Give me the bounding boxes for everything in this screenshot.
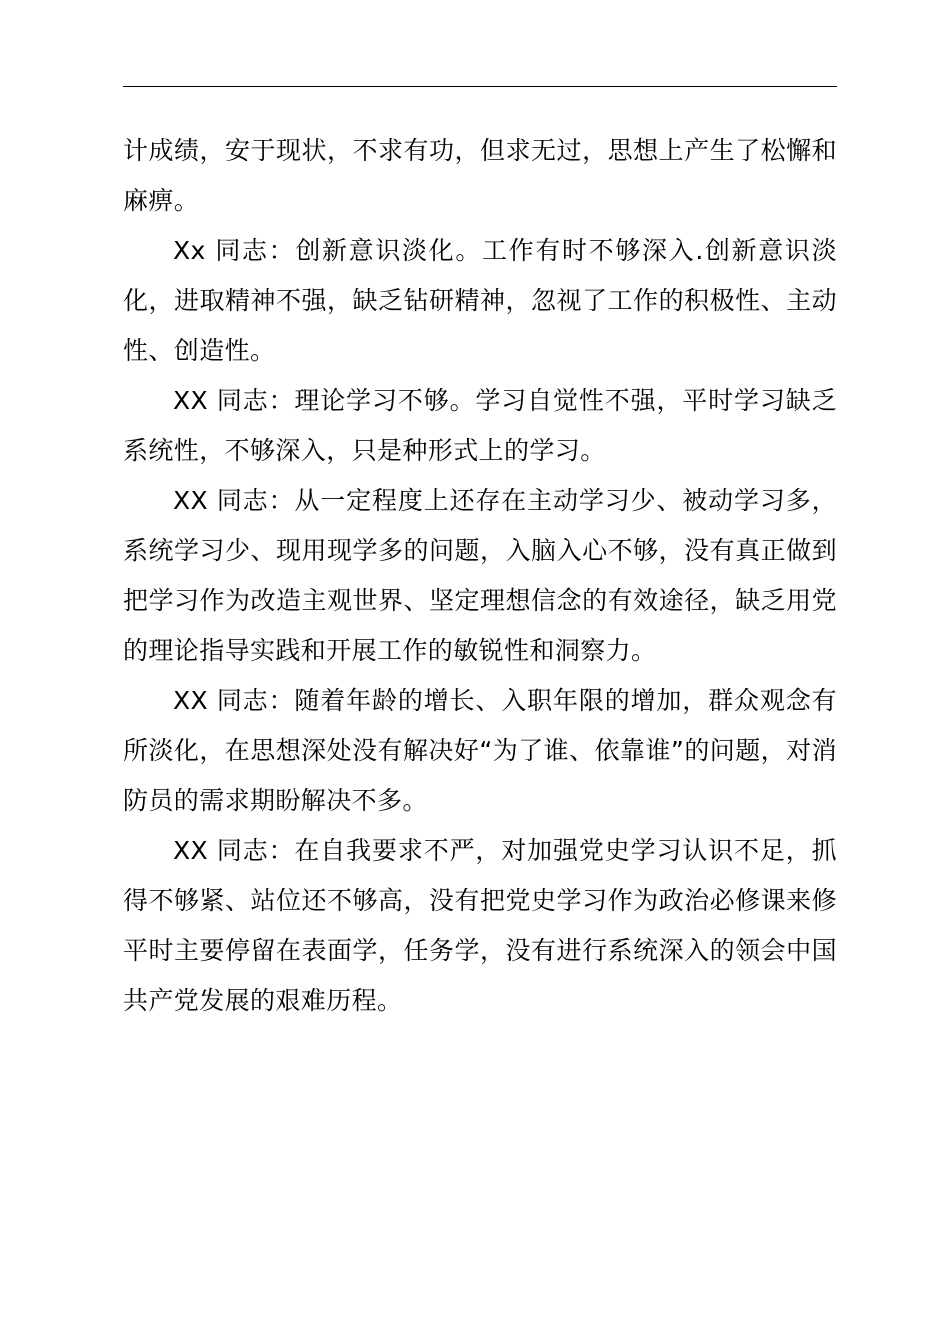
header-rule bbox=[123, 86, 837, 87]
paragraph-6: XX 同志：在自我要求不严，对加强党史学习认识不足，抓得不够紧、站位还不够高，没有把党史学习作为政治必修课来修平时主要停留在表面学，任务学，没有进行系统深入的领会中国共产党发展的艰难历程。 bbox=[123, 836, 837, 1015]
document-body bbox=[123, 126, 837, 1026]
paragraph-1: 计成绩，安于现状，不求有功，但求无过，思想上产生了松懈和麻痹。 bbox=[123, 136, 837, 215]
paragraph-5: XX 同志：随着年龄的增长、入职年限的增加，群众观念有所淡化，在思想深处没有解决好“为了谁、依靠谁”的问题，对消防员的需求期盼解决不多。 bbox=[123, 686, 837, 815]
paragraph-3: XX 同志：理论学习不够。学习自觉性不强，平时学习缺乏系统性，不够深入，只是种形式上的学习。 bbox=[123, 386, 837, 465]
paragraph-2: Xx 同志：创新意识淡化。工作有时不够深入.创新意识淡化，进取精神不强，缺乏钻研精神，忽视了工作的积极性、主动性、创造性。 bbox=[123, 236, 837, 365]
paragraph-4: XX 同志：从一定程度上还存在主动学习少、被动学习多，系统学习少、现用现学多的问题，入脑入心不够，没有真正做到把学习作为改造主观世界、坚定理想信念的有效途径，缺乏用党的理论指导实践和开展工作的敏锐性和洞察力。 bbox=[123, 486, 837, 665]
